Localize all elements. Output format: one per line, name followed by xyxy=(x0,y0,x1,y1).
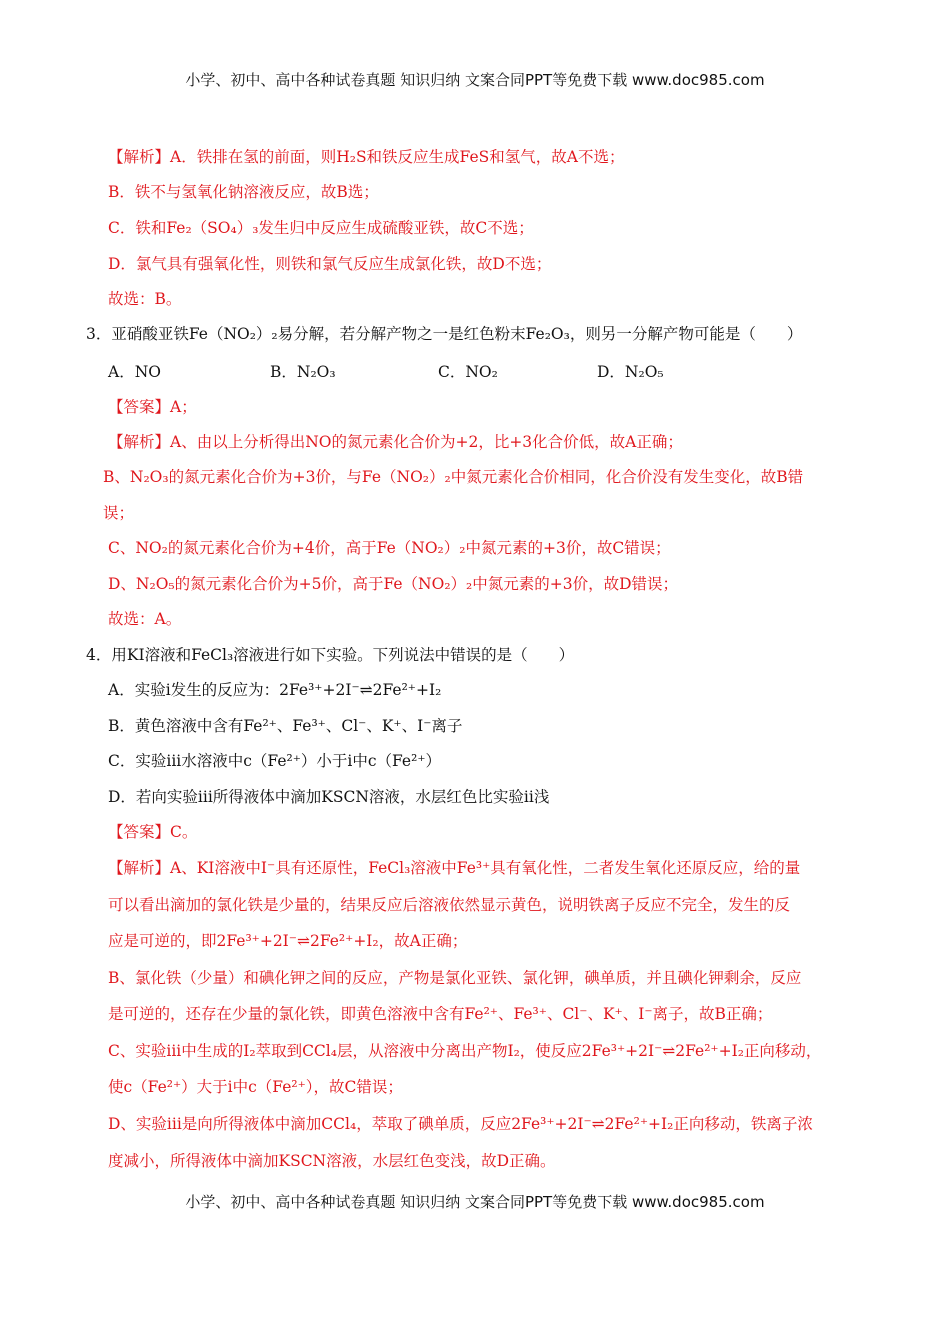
q2-analysis-line-4: D．氯气具有强氧化性，则铁和氯气反应生成氯化铁，故D不选； xyxy=(108,255,552,273)
q2-analysis-label: 【解析】 xyxy=(108,148,171,166)
q2-analysis-line-1: 【解析】A．铁排在氢的前面，则H₂S和铁反应生成FeS和氢气，故A不选； xyxy=(108,148,625,166)
q3-analysis-line-1: 【解析】A、由以上分析得出NO的氮元素化合价为+2，比+3化合价低，故A正确； xyxy=(108,433,683,451)
page-header: 小学、初中、高中各种试卷真题 知识归纳 文案合同PPT等免费下载 www.doc985.com xyxy=(185,71,765,89)
q3-option-d: D．N₂O₅ xyxy=(597,363,664,381)
page-footer: 小学、初中、高中各种试卷真题 知识归纳 文案合同PPT等免费下载 www.doc985.com xyxy=(185,1193,765,1211)
q4-analysis-line-8: D、实验iii是向所得液体中滴加CCl₄，萃取了碘单质，反应2Fe³⁺+2I⁻⇌2Fe²⁺+I₂正向移动，铁离子浓 xyxy=(108,1115,813,1133)
q4-option-d: D．若向实验iii所得液体中滴加KSCN溶液，水层红色比实验ii浅 xyxy=(108,788,550,806)
q4-analysis-line-7: 使c（Fe²⁺）大于i中c（Fe²⁺），故C错误； xyxy=(108,1078,403,1096)
q3-analysis-line-4: C、NO₂的氮元素化合价为+4价，高于Fe（NO₂）₂中氮元素的+3价，故C错误； xyxy=(108,539,671,557)
q3-analysis-line-2: B、N₂O₃的氮元素化合价为+3价，与Fe（NO₂）₂中氮元素化合价相同，化合价没有发生变化，故B错 xyxy=(103,468,804,486)
q4-analysis-line-4: B、氯化铁（少量）和碘化钾之间的反应，产物是氯化亚铁、氯化钾，碘单质，并且碘化钾剩余，反应 xyxy=(108,969,802,987)
q3-analysis-line-3: 误； xyxy=(103,504,135,522)
q4-option-b: B．黄色溶液中含有Fe²⁺、Fe³⁺、Cl⁻、K⁺、I⁻离子 xyxy=(108,717,463,735)
q2-analysis-line-3: C．铁和Fe₂（SO₄）₃发生归中反应生成硫酸亚铁，故C不选； xyxy=(108,219,534,237)
q4-analysis-line-9: 度减小，所得液体中滴加KSCN溶液，水层红色变浅，故D正确。 xyxy=(108,1152,556,1170)
q4-analysis-line-1: 【解析】A、KI溶液中I⁻具有还原性，FeCl₃溶液中Fe³⁺具有氧化性，二者发生氧化还原反应，给的量 xyxy=(108,859,801,877)
q4-stem: 4．用KI溶液和FeCl₃溶液进行如下实验。下列说法中错误的是（ ） xyxy=(86,646,575,664)
q4-analysis-line-2: 可以看出滴加的氯化铁是少量的，结果反应后溶液依然显示黄色，说明铁离子反应不完全，发生的反 xyxy=(108,896,791,914)
q3-option-a: A．NO xyxy=(108,363,161,381)
q4-analysis-line-5: 是可逆的，还存在少量的氯化铁，即黄色溶液中含有Fe²⁺、Fe³⁺、Cl⁻、K⁺、I⁻离子，故B正确； xyxy=(108,1005,773,1023)
q4-option-c: C．实验iii水溶液中c（Fe²⁺）小于i中c（Fe²⁺） xyxy=(108,752,442,770)
q4-analysis-line-6: C、实验iii中生成的I₂萃取到CCl₄层，从溶液中分离出产物I₂，使反应2Fe³⁺+2I⁻⇌2Fe²⁺+I₂正向移动， xyxy=(108,1042,822,1060)
q2-choice: 故选：B。 xyxy=(108,290,182,308)
q4-option-a: A．实验i发生的反应为：2Fe³⁺+2I⁻⇌2Fe²⁺+I₂ xyxy=(108,681,442,699)
q4-analysis-line-3: 应是可逆的，即2Fe³⁺+2I⁻⇌2Fe²⁺+I₂，故A正确； xyxy=(108,932,468,950)
q3-analysis-line-5: D、N₂O₅的氮元素化合价为+5价，高于Fe（NO₂）₂中氮元素的+3价，故D错误； xyxy=(108,575,679,593)
q3-stem: 3．亚硝酸亚铁Fe（NO₂）₂易分解，若分解产物之一是红色粉末Fe₂O₃，则另一分解产物可能是（ ） xyxy=(86,325,803,343)
q4-answer: 【答案】C。 xyxy=(108,823,198,841)
q3-option-b: B．N₂O₃ xyxy=(270,363,336,381)
q3-answer: 【答案】A； xyxy=(108,398,197,416)
q3-choice: 故选：A。 xyxy=(108,610,182,628)
q3-option-c: C．NO₂ xyxy=(438,363,498,381)
q2-analysis-line-2: B．铁不与氢氧化钠溶液反应，故B选； xyxy=(108,183,379,201)
